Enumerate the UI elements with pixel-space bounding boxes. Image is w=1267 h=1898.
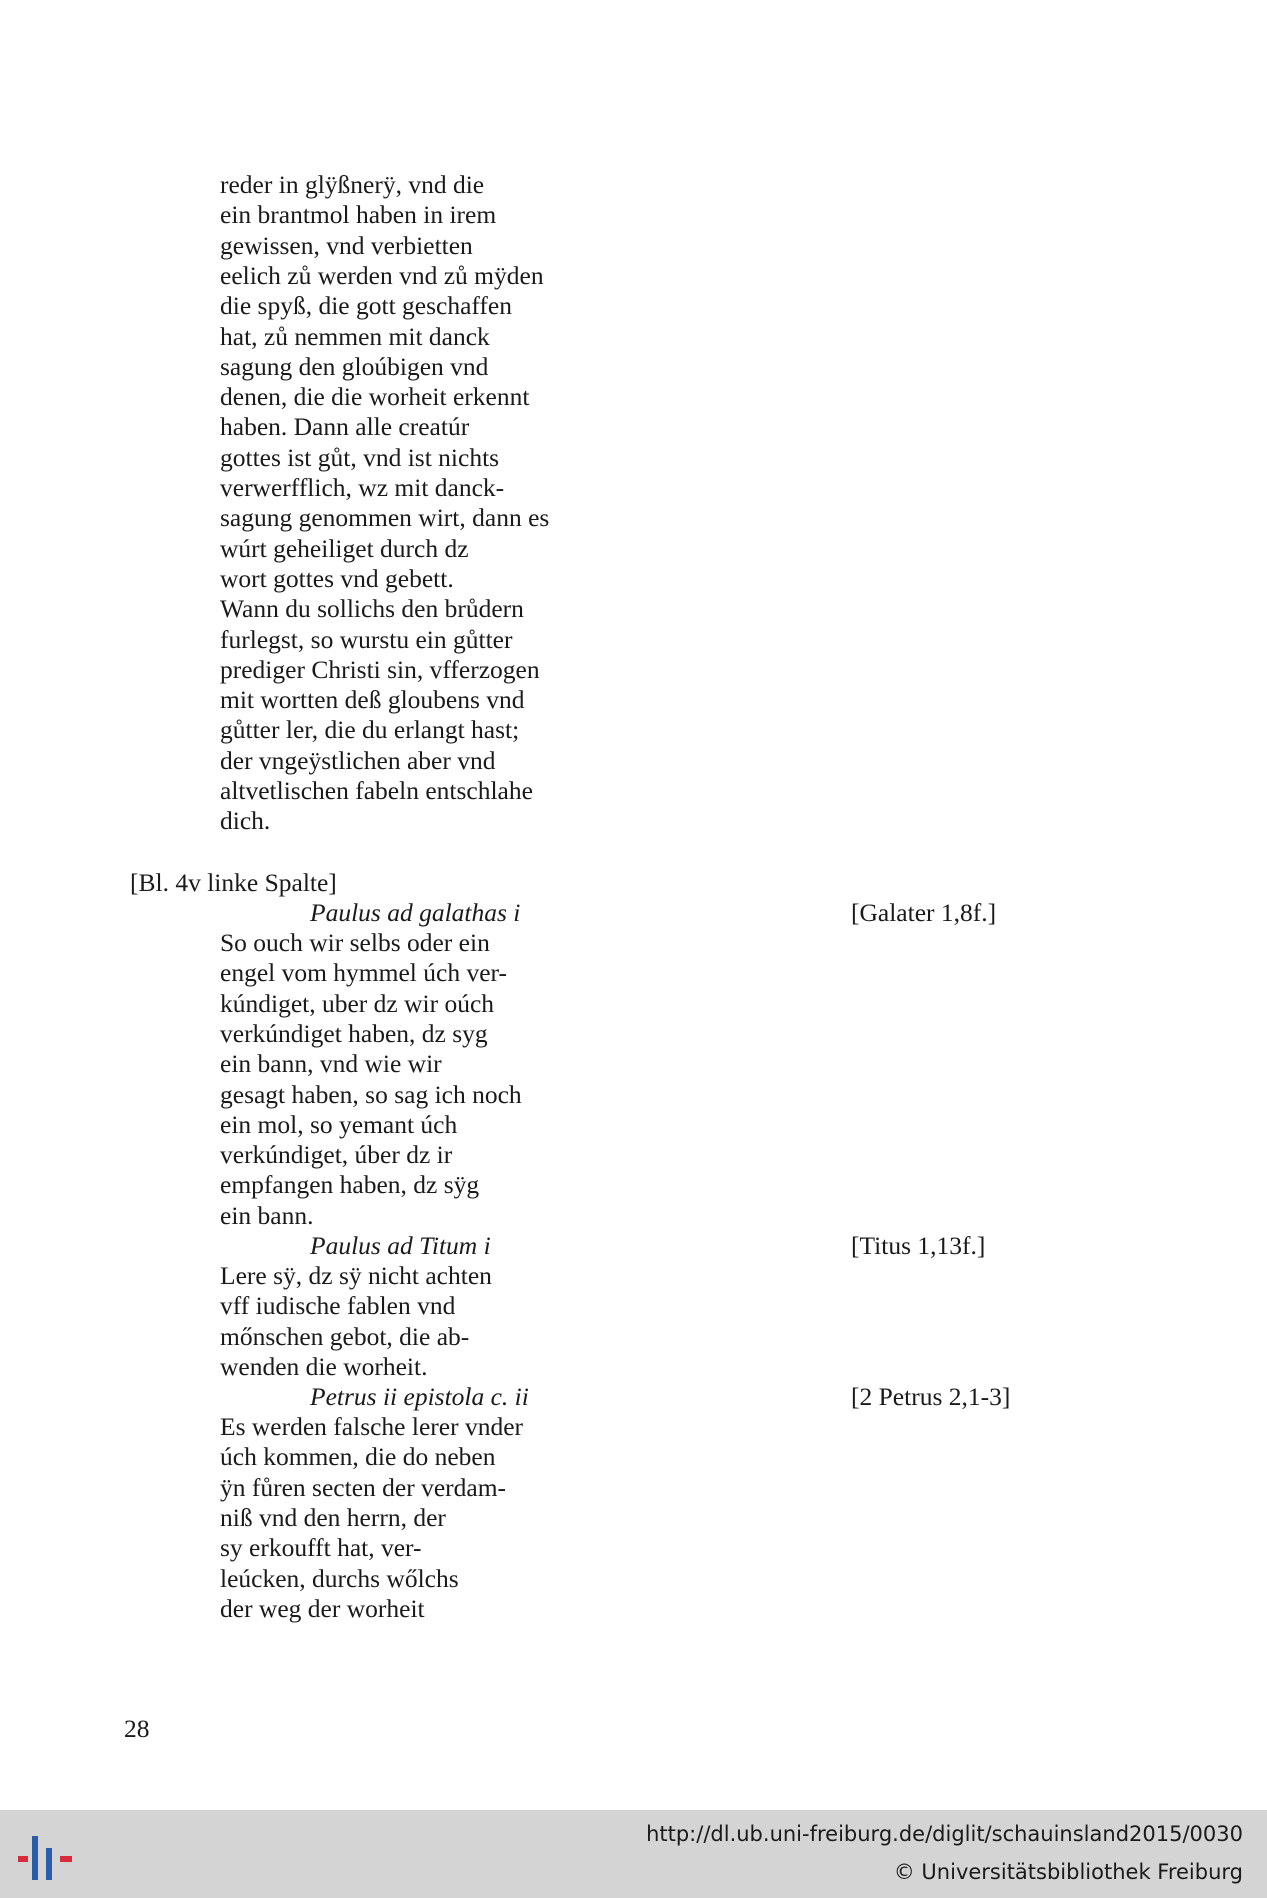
text-line: eelich zů werden vnd zů mÿden (220, 260, 544, 290)
text-line: mőnschen gebot, die ab- (220, 1321, 470, 1351)
text-line: ein bann, vnd wie wir (220, 1049, 442, 1079)
text-line: Lere sÿ, dz sÿ nicht achten (220, 1261, 492, 1290)
text-line: reder in glÿßnerÿ, vnd die (220, 170, 485, 199)
text-line: vff iudische fablen vnd (220, 1291, 456, 1321)
text-line: die spyß, die gott geschaffen (220, 291, 512, 321)
text-line: gewissen, vnd verbietten (220, 230, 473, 260)
text-line: wenden die worheit. (220, 1351, 428, 1381)
text-line: empfangen haben, dz sÿg (220, 1170, 480, 1200)
text-line: wort gottes vnd gebett. (220, 563, 454, 593)
text-line: dich. (220, 806, 271, 836)
text-line: prediger Christi sin, vfferzogen (220, 654, 540, 684)
passage-2-heading: Paulus ad Titum i (310, 1231, 491, 1260)
footer-bar (0, 1810, 1267, 1898)
page-number: 28 (124, 1714, 150, 1743)
passage-1-reference: [Galater 1,8f.] (851, 898, 997, 927)
text-line: sagung den gloúbigen vnd (220, 351, 489, 381)
text-line: niß vnd den herrn, der (220, 1502, 446, 1532)
text-line: ein bann. (220, 1200, 314, 1230)
passage-3-reference: [2 Petrus 2,1-3] (851, 1382, 1011, 1411)
text-line: haben. Dann alle creatúr (220, 412, 470, 442)
copyright-notice: © Universitätsbibliothek Freiburg (893, 1860, 1243, 1884)
text-line: hat, zů nemmen mit danck (220, 321, 490, 351)
text-line: leúcken, durchs wőlchs (220, 1563, 459, 1593)
text-line: Wann du sollichs den brůdern (220, 594, 524, 624)
permalink-url[interactable]: http://dl.ub.uni-freiburg.de/diglit/schauinsland2015/0030 (646, 1822, 1243, 1846)
section-heading: [Bl. 4v linke Spalte] (130, 868, 337, 897)
text-line: verkúndiget haben, dz syg (220, 1018, 488, 1048)
text-line: verkúndiget, úber dz ir (220, 1140, 453, 1170)
text-line: gůtter ler, die du erlangt hast; (220, 715, 520, 745)
text-line: ÿn fůren secten der verdam- (220, 1472, 507, 1502)
text-line: ein mol, so yemant úch (220, 1109, 458, 1139)
text-line: sy erkoufft hat, ver- (220, 1533, 422, 1563)
text-line: gottes ist gůt, vnd ist nichts (220, 442, 500, 472)
passage-3-heading: Petrus ii epistola c. ii (310, 1382, 529, 1411)
text-line: So ouch wir selbs oder ein (220, 928, 490, 957)
text-line: Es werden falsche lerer vnder (220, 1412, 524, 1441)
text-line: altvetlischen fabeln entschlahe (220, 776, 533, 805)
text-line: furlegst, so wurstu ein gůtter (220, 624, 513, 654)
text-line: der vngeÿstlichen aber vnd (220, 745, 496, 775)
text-line: verwerfflich, wz mit danck- (220, 473, 505, 502)
text-line: kúndiget, uber dz wir oúch (220, 988, 495, 1018)
passage-2-reference: [Titus 1,13f.] (851, 1231, 986, 1260)
text-line: engel vom hymmel úch ver- (220, 958, 507, 988)
text-line: wúrt geheiliget durch dz (220, 533, 469, 563)
text-line: denen, die die worheit erkennt (220, 382, 530, 412)
university-library-logo (16, 1832, 82, 1884)
text-line: der weg der worheit (220, 1593, 425, 1623)
text-line: úch kommen, die do neben (220, 1442, 496, 1472)
text-line: sagung genommen wirt, dann es (220, 503, 550, 533)
passage-1-heading: Paulus ad galathas i (310, 898, 521, 927)
text-line: ein brantmol haben in irem (220, 200, 497, 230)
text-line: gesagt haben, so sag ich noch (220, 1079, 522, 1109)
text-line: mit wortten deß gloubens vnd (220, 685, 525, 715)
